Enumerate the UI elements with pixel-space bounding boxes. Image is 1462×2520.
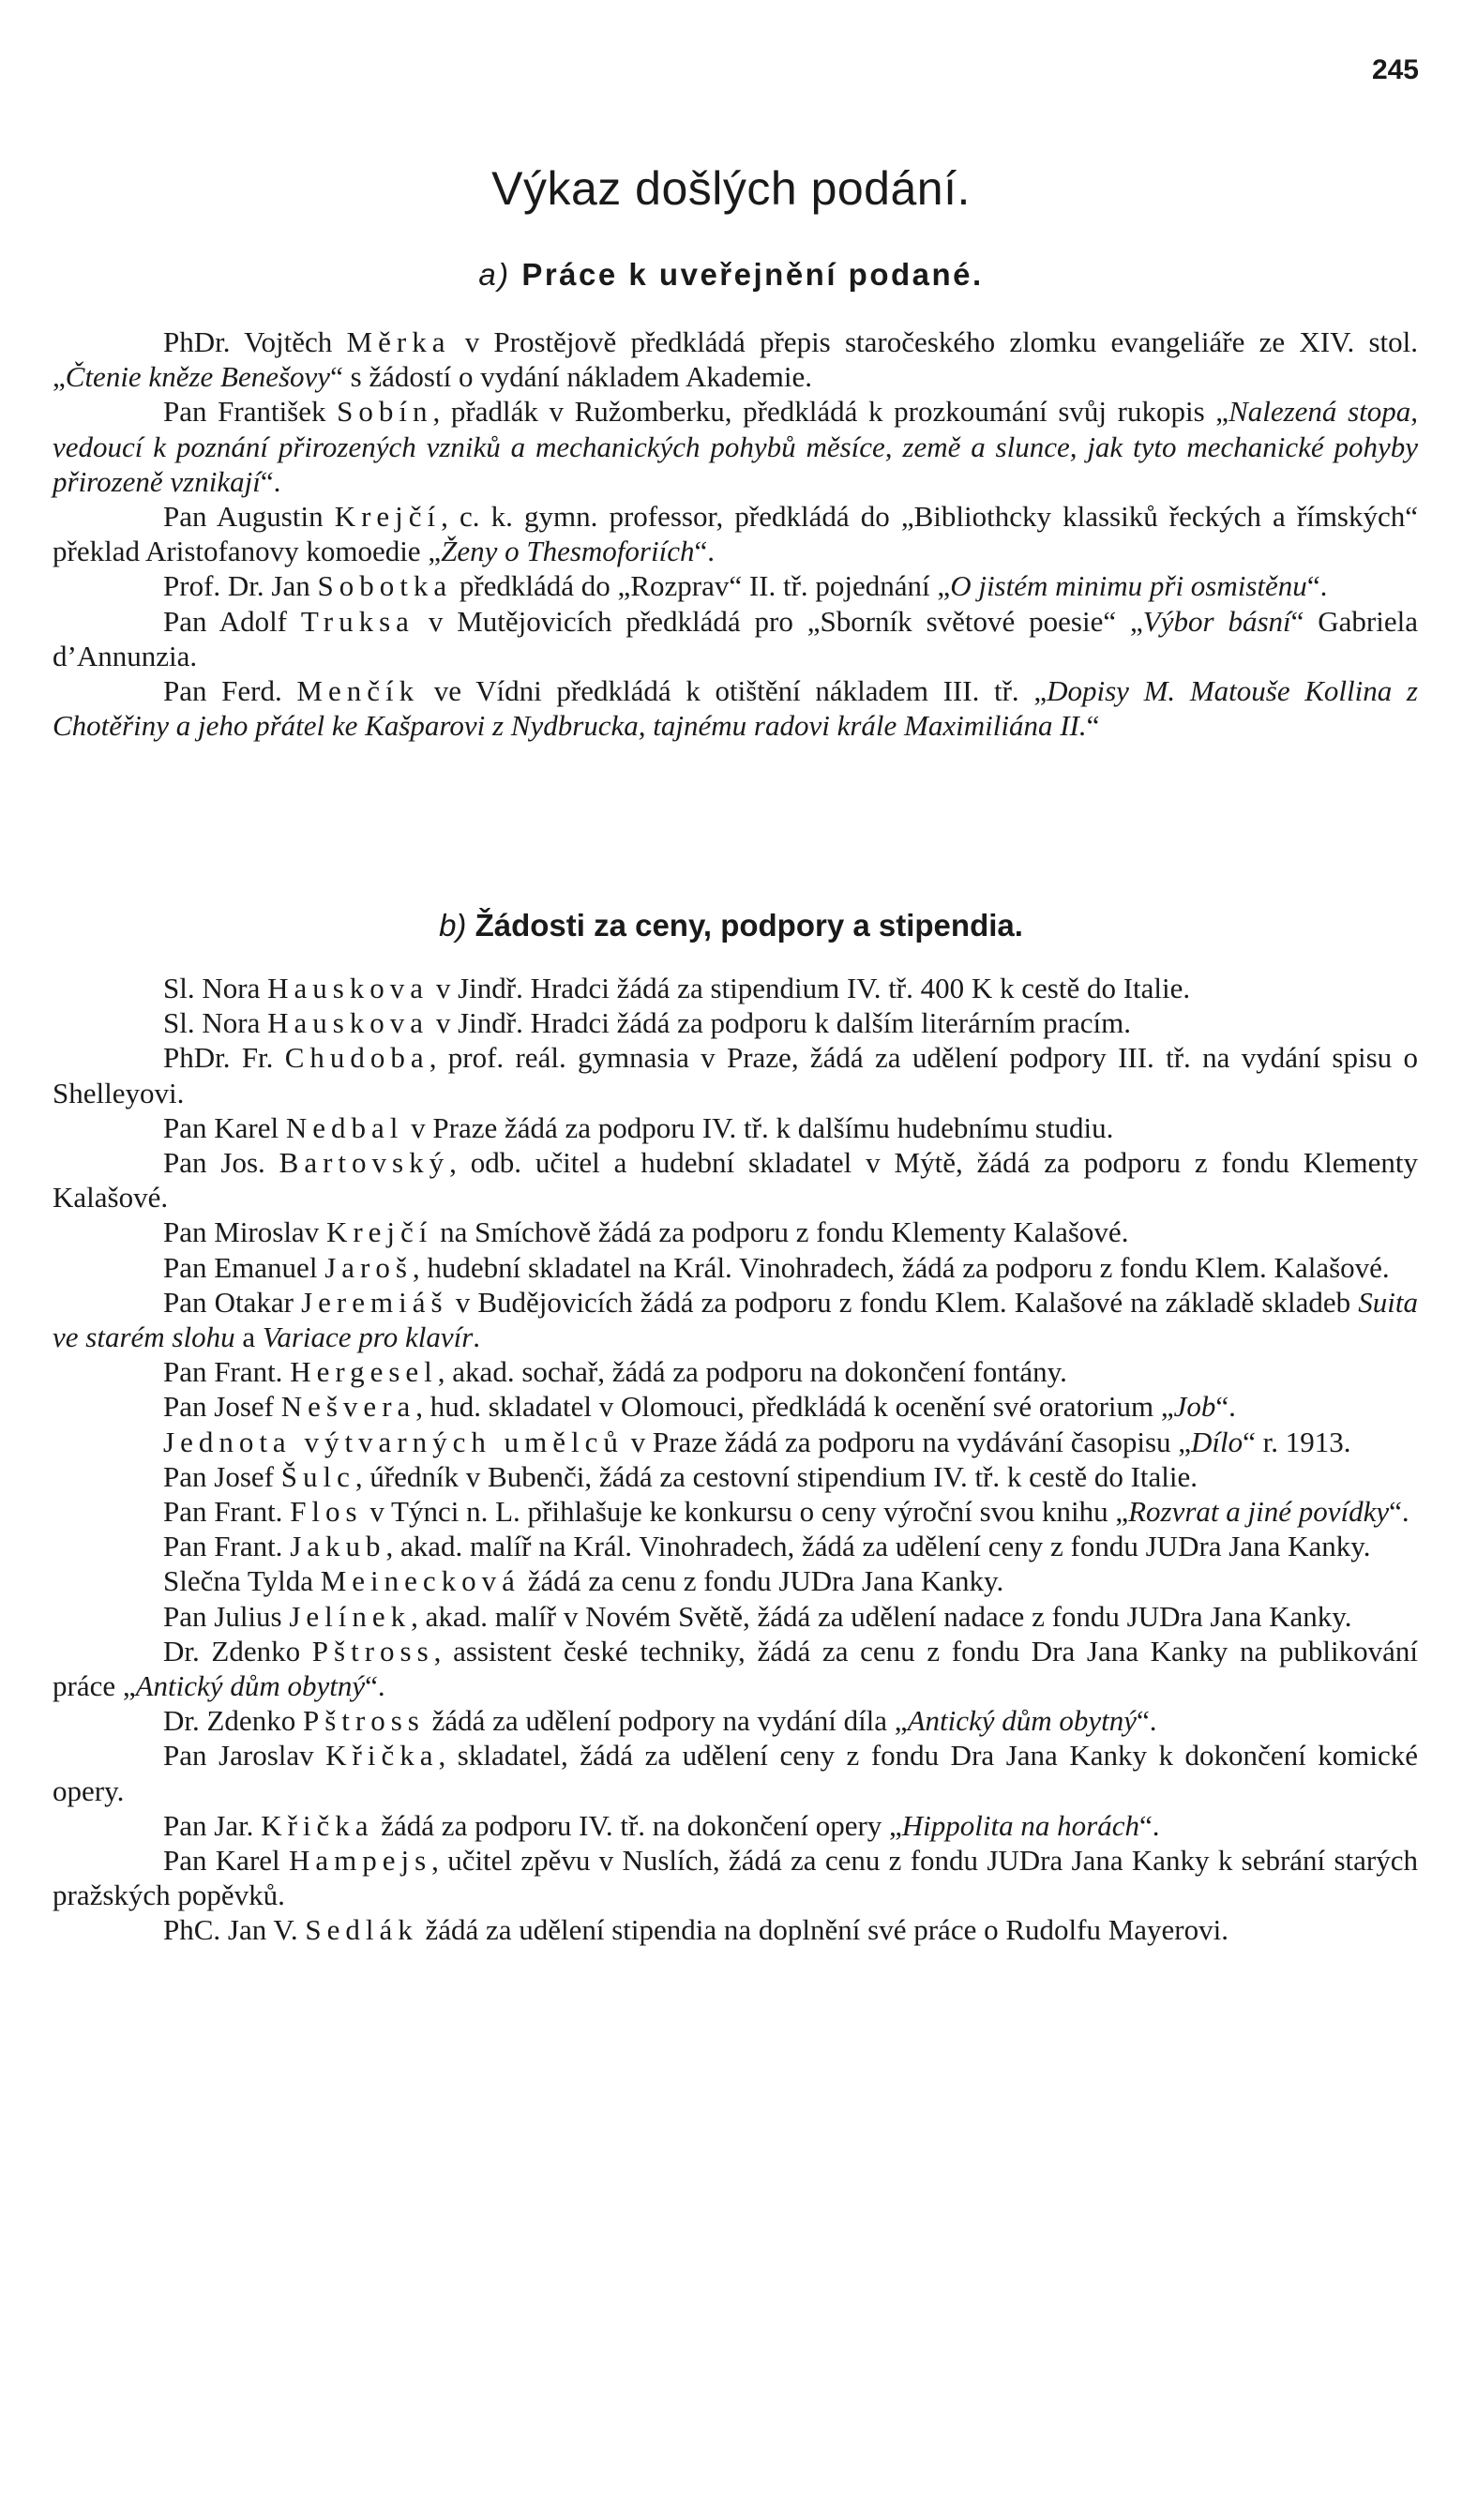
- entry-work-title: Nalezená stopa, vedoucí k poznání přirozených vzniků a mechanických pohybů měsíce, země a slunce, jak tyto mechanické pohyby přirozeně vznikají: [53, 395, 1418, 498]
- entry-text: , hudební skladatel na Král. Vinohradech, žádá za podporu z fondu Klem. Kalašové.: [412, 1250, 1390, 1284]
- entry-text: Pan Jos.: [163, 1146, 279, 1180]
- entry-paragraph: [53, 971, 1418, 1005]
- entry-name: Truksa: [300, 604, 414, 638]
- entry-text: v Jindř. Hradci žádá za stipendium IV. tř. 400 K k cestě do Italie.: [429, 972, 1191, 1004]
- section-a-entries: [53, 324, 1418, 743]
- entry-work-title: Hippolita na horách: [901, 1808, 1139, 1842]
- entry-text: PhDr. Fr.: [163, 1041, 285, 1075]
- entry-text: , c. k. gymn. professor, předkládá do „Bibliothcky klassiků řeckých a římských“ překlad Aristofanovy komoedie „: [53, 500, 1419, 568]
- entry-text: , assistent české techniky, žádá za cenu z fondu Dra Jana Kanky na publikování práce „: [53, 1634, 1418, 1703]
- entry-paragraph: [53, 1040, 1418, 1109]
- entry-work-title: Job: [1173, 1390, 1216, 1424]
- entry-text: “.: [1138, 1808, 1160, 1842]
- entry-paragraph: [53, 1912, 1418, 1947]
- entry-paragraph: [53, 1599, 1418, 1634]
- entry-paragraph: [53, 1145, 1418, 1215]
- entry-name: Hampejs: [288, 1844, 432, 1878]
- entry-name: Krejčí: [334, 500, 442, 534]
- entry-text: Pan Adolf: [163, 604, 301, 638]
- entry-text: v Praze žádá za podporu IV. tř. k dalšímu hudebnímu studiu.: [403, 1110, 1114, 1144]
- entry-text: Pan Frant.: [163, 1530, 291, 1563]
- entry-name: Chudoba: [284, 1041, 430, 1075]
- entry-text: Pan Ferd.: [163, 674, 297, 708]
- entry-work-title: Suita ve starém slohu: [53, 1285, 1418, 1354]
- entry-name: Měrka: [346, 325, 451, 358]
- entry-text: .: [473, 1320, 481, 1354]
- entry-text: , úředník v Bubenči, žádá za cestovní stipendium IV. tř. k cestě do Italie.: [354, 1459, 1198, 1493]
- entry-name: Sobín: [337, 395, 433, 429]
- entry-text: “.: [1215, 1390, 1236, 1424]
- entry-text: , učitel zpěvu v Nuslích, žádá za cenu z fondu JUDra Jana Kanky k sebrání starých pražských popěvků.: [53, 1844, 1418, 1912]
- entry-name: Hauskova: [267, 1006, 430, 1040]
- entry-text: v Týnci n. L. přihlašuje ke konkursu o ceny výroční svou knihu „: [362, 1495, 1129, 1529]
- entry-text: Pan Emanuel: [163, 1250, 325, 1284]
- entry-text: Pan Josef: [163, 1459, 281, 1493]
- entry-text: v Praze žádá za podporu na vydávání časopisu „: [623, 1425, 1192, 1458]
- entry-name: Jaroš: [324, 1250, 413, 1284]
- entry-text: Pan Karel: [163, 1844, 289, 1878]
- section-b-heading-text: Žádosti za ceny, podpory a stipendia.: [475, 908, 1023, 943]
- entry-text: “ Gabriela d’Annunzia.: [53, 604, 1418, 672]
- entry-text: , hud. skladatel v Olomouci, předkládá k ocenění své oratorium „: [415, 1390, 1174, 1424]
- entry-work-title: Ženy o Thesmoforiích: [441, 535, 695, 568]
- entry-text: žádá za udělení stipendia na doplnění své práce o Rudolfu Mayerovi.: [417, 1913, 1228, 1947]
- entry-text: , akad. malíř na Král. Vinohradech, žádá za udělení ceny z fondu JUDra Jana Kanky.: [385, 1530, 1371, 1563]
- entry-name: Hergesel: [290, 1355, 438, 1389]
- entry-name: Nedbal: [285, 1110, 404, 1144]
- entry-text: Pan Miroslav: [163, 1215, 326, 1249]
- entry-text: žádá za cenu z fondu JUDra Jana Kanky.: [520, 1564, 1004, 1598]
- entry-text: Pan Frant.: [163, 1355, 291, 1389]
- entry-name: Meinecková: [320, 1564, 520, 1598]
- entry-text: “.: [365, 1669, 385, 1703]
- entry-paragraph: [53, 1250, 1418, 1285]
- entry-text: PhC. Jan V.: [163, 1913, 306, 1947]
- page-number: 245: [1371, 54, 1419, 85]
- entry-name: Křička: [325, 1739, 439, 1773]
- entry-work-title: Dopisy M. Matouše Kollina z Chotěřiny a jeho přátel ke Kašparovi z Nydbrucka, tajnému radovi krále Maximiliána II.: [53, 674, 1418, 743]
- entry-paragraph: [53, 604, 1418, 673]
- entry-text: předkládá do „Rozprav“ II. tř. pojednání „: [452, 569, 951, 603]
- entry-text: a: [234, 1320, 263, 1354]
- entry-paragraph: [53, 1634, 1418, 1703]
- entry-work-title: Variace pro klavír: [262, 1320, 474, 1354]
- entry-paragraph: [53, 1425, 1418, 1459]
- entry-text: Pan Karel: [163, 1110, 286, 1144]
- entry-paragraph: [53, 1808, 1418, 1843]
- section-a-heading-text: Práce k uveřejnění podané.: [521, 257, 984, 292]
- entry-text: , akad. malíř v Novém Světě, žádá za udělení nadace z fondu JUDra Jana Kanky.: [411, 1599, 1352, 1633]
- entry-text: Sl. Nora: [163, 1006, 268, 1040]
- entry-name: Jelínek: [289, 1599, 412, 1633]
- entry-work-title: Výbor básní: [1142, 604, 1291, 638]
- entry-text: Pan Jar.: [163, 1808, 262, 1842]
- entry-paragraph: [53, 394, 1418, 499]
- entry-paragraph: [53, 1529, 1418, 1563]
- entry-work-title: Antický dům obytný: [907, 1704, 1138, 1738]
- entry-paragraph: [53, 1005, 1418, 1040]
- entry-name: Menčík: [296, 674, 420, 708]
- entry-name: Sedlák: [305, 1913, 418, 1947]
- entry-work-title: Dílo: [1191, 1425, 1243, 1458]
- entry-text: “ s žádostí o vydání nákladem Akademie.: [330, 360, 813, 394]
- section-b-heading: [0, 908, 1462, 943]
- entry-paragraph: [53, 1738, 1418, 1807]
- section-a-heading: [0, 257, 1462, 293]
- entry-paragraph: [53, 1843, 1418, 1912]
- entry-name: Nešvera: [280, 1390, 416, 1424]
- page-title: Výkaz došlých podání.: [491, 162, 971, 215]
- section-a-letter: a): [478, 257, 511, 292]
- entry-text: “.: [1306, 569, 1328, 603]
- entry-name: Flos: [290, 1495, 363, 1529]
- entry-paragraph: [53, 1354, 1418, 1389]
- entry-name: Hauskova: [267, 972, 430, 1004]
- entry-paragraph: [53, 1389, 1418, 1424]
- entry-text: “.: [1137, 1704, 1157, 1738]
- section-b-letter: b): [439, 908, 467, 943]
- entry-name: Jakub: [290, 1530, 386, 1563]
- entry-text: PhDr. Vojtěch: [163, 325, 347, 358]
- entry-name: Pštross: [311, 1634, 434, 1667]
- entry-name: Jeremiáš: [301, 1285, 448, 1319]
- entry-text: Pan Augustin: [163, 500, 335, 534]
- entry-text: Pan Otakar: [163, 1285, 302, 1319]
- entry-text: Pan Frant.: [163, 1495, 291, 1529]
- entry-paragraph: [53, 324, 1418, 394]
- entry-name: Křička: [261, 1808, 374, 1842]
- entry-text: Dr. Zdenko: [163, 1634, 312, 1667]
- entry-work-title: Antický dům obytný: [135, 1669, 366, 1703]
- entry-work-title: O jistém minimu při osmistěnu: [950, 569, 1307, 603]
- entry-text: žádá za udělení podpory na vydání díla „: [424, 1704, 908, 1738]
- entry-name: Sobotka: [317, 569, 453, 603]
- entry-work-title: Čtenie kněze Benešovy: [65, 360, 331, 394]
- entry-text: , skladatel, žádá za udělení ceny z fondu Dra Jana Kanky k dokončení komické opery.: [53, 1739, 1418, 1807]
- entry-text: Sl. Nora: [163, 972, 268, 1004]
- entry-paragraph: [53, 568, 1418, 603]
- entry-text: v Jindř. Hradci žádá za podporu k dalším literárním pracím.: [429, 1006, 1131, 1040]
- entry-paragraph: [53, 1110, 1418, 1145]
- section-b-entries: [53, 971, 1418, 1948]
- entry-name: Krejčí: [325, 1215, 433, 1249]
- entry-text: , akad. sochař, žádá za podporu na dokončení fontány.: [437, 1355, 1067, 1389]
- entry-text: Pan František: [163, 395, 338, 429]
- entry-name: Pštross: [302, 1704, 425, 1738]
- entry-paragraph: [53, 1285, 1418, 1354]
- entry-paragraph: [53, 1703, 1418, 1738]
- entry-text: Slečna Tylda: [163, 1564, 321, 1598]
- entry-text: Pan Jaroslav: [163, 1739, 326, 1773]
- entry-text: v Mutějovicích předkládá pro „Sborník světové poesie“ „: [414, 604, 1143, 638]
- entry-text: , prof. reál. gymnasia v Praze, žádá za udělení podpory III. tř. na vydání spisu o Shelleyovi.: [53, 1041, 1418, 1109]
- entry-text: v Budějovicích žádá za podporu z fondu Klem. Kalašové na základě skladeb: [447, 1285, 1359, 1319]
- entry-text: “: [1086, 709, 1100, 743]
- entry-name: Šulc: [280, 1459, 355, 1493]
- entry-text: v Prostějově předkládá přepis staročeského zlomku evangeliáře ze XIV. stol. „: [53, 325, 1418, 394]
- entry-text: , přadlák v Ružomberku, předkládá k prozkoumání svůj rukopis „: [432, 395, 1229, 429]
- entry-paragraph: [53, 1215, 1418, 1249]
- entry-text: žádá za podporu IV. tř. na dokončení opery „: [373, 1808, 902, 1842]
- entry-text: Prof. Dr. Jan: [163, 569, 318, 603]
- entry-text: Pan Josef: [163, 1390, 281, 1424]
- entry-text: “.: [1389, 1495, 1409, 1529]
- entry-paragraph: [53, 1459, 1418, 1494]
- entry-text: Pan Julius: [163, 1599, 290, 1633]
- entry-text: , odb. učitel a hudební skladatel v Mýtě, žádá za podporu z fondu Klementy Kalašové.: [53, 1146, 1418, 1215]
- entry-paragraph: [53, 1563, 1418, 1598]
- entry-text: na Smíchově žádá za podporu z fondu Klementy Kalašové.: [432, 1215, 1129, 1249]
- entry-text: “ r. 1913.: [1243, 1425, 1351, 1458]
- entry-text: “.: [260, 464, 281, 498]
- entry-name: Jednota výtvarných umělců: [163, 1425, 624, 1458]
- entry-work-title: Rozvrat a jiné povídky: [1128, 1495, 1390, 1529]
- entry-text: Dr. Zdenko: [163, 1704, 303, 1738]
- entry-name: Bartovský: [279, 1146, 450, 1180]
- entry-paragraph: [53, 673, 1418, 743]
- entry-text: “.: [694, 535, 715, 568]
- entry-paragraph: [53, 499, 1418, 568]
- entry-text: ve Vídni předkládá k otištění nákladem III. tř. „: [419, 674, 1048, 708]
- entry-paragraph: [53, 1494, 1418, 1529]
